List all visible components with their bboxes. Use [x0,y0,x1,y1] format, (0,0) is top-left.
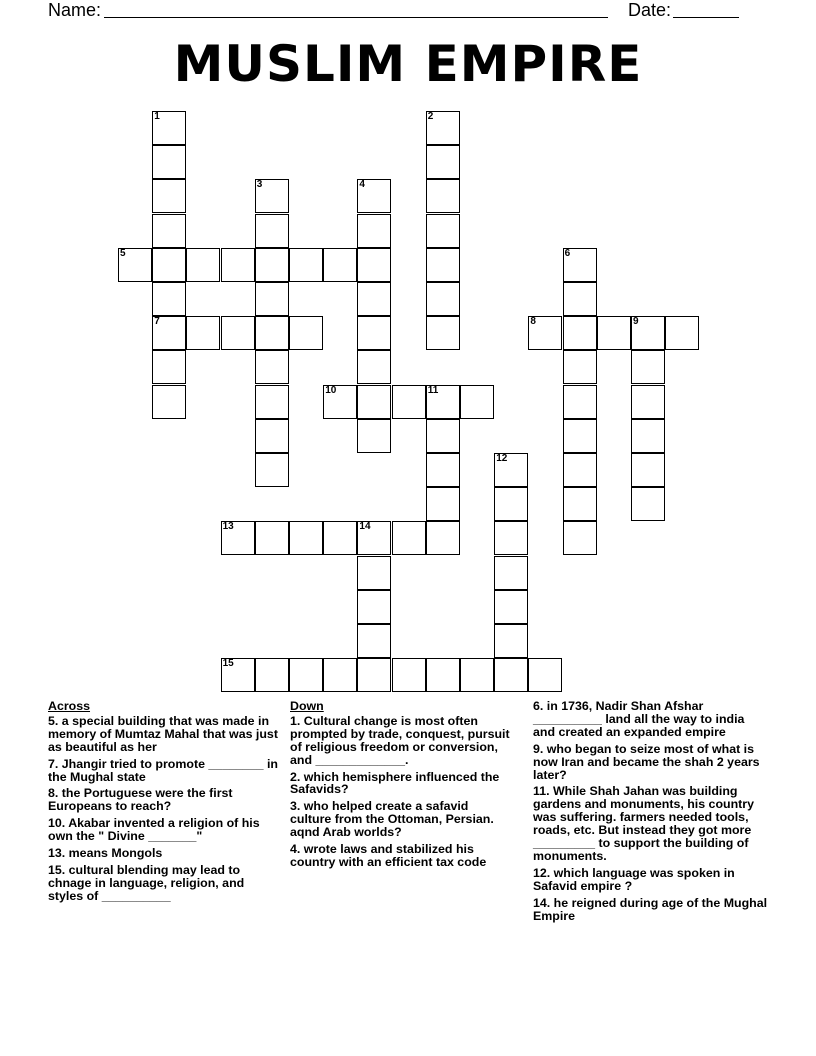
grid-cell[interactable] [357,385,391,419]
grid-cell[interactable] [357,316,391,350]
grid-cell[interactable] [563,385,597,419]
grid-cell[interactable] [392,385,426,419]
grid-cell[interactable] [152,385,186,419]
name-label: Name: [48,0,102,20]
grid-cell[interactable] [255,248,289,282]
grid-cell[interactable] [426,179,460,213]
clue-down-1: 1. Cultural change is most often prompted by trade, conquest, pursuit of religious freedom or conversion, and _____________. [290,713,510,767]
grid-cell[interactable] [255,521,289,555]
grid-cell[interactable] [186,248,220,282]
clue-down-11: 11. While Shah Jahan was building gardens and monuments, his country was suffering. farmers needed tools, roads, etc. But instead they got more _________ to support the building of monuments. [533,784,754,863]
grid-cell[interactable] [357,556,391,590]
clue-number: 13 [222,521,234,533]
clue-down-12: 12. which language was spoken in Safavid empire ? [533,865,735,893]
grid-cell[interactable] [357,590,391,624]
grid-cell[interactable] [494,590,528,624]
clue-across-7: 7. Jhangir tried to promote ________ in the Mughal state [48,756,278,784]
grid-cell[interactable] [323,248,357,282]
grid-cell[interactable] [118,248,152,282]
grid-cell[interactable] [255,316,289,350]
grid-cell[interactable] [631,385,665,419]
grid-cell[interactable] [563,521,597,555]
grid-cell[interactable] [221,658,255,692]
grid-cell[interactable] [357,624,391,658]
date-field[interactable] [673,17,739,18]
grid-cell[interactable] [357,214,391,248]
grid-cell[interactable] [426,214,460,248]
grid-cell[interactable] [289,658,323,692]
clue-number: 5 [120,247,126,259]
clue-number: 2 [427,111,434,122]
grid-cell[interactable] [460,385,494,419]
clue-across-13: 13. means Mongols [48,846,163,861]
grid-cell[interactable] [597,316,631,350]
grid-cell[interactable] [323,521,357,555]
grid-cell[interactable] [563,316,597,350]
grid-cell[interactable] [152,145,186,179]
clue-number: 12 [496,453,508,464]
grid-cell[interactable] [460,658,494,692]
down-heading: Down [290,699,324,713]
clue-down-3: 3. who helped create a safavid culture from the Ottoman, Persian. aqnd Arab worlds? [290,799,494,840]
clue-down-6: 6. in 1736, Nadir Shan Afshar __________ land all the way to india and created an expanded empire [533,699,745,739]
grid-cell[interactable] [255,350,289,384]
grid-cell[interactable] [563,350,597,384]
date-label: Date: [628,0,672,20]
grid-cell[interactable] [357,179,391,213]
grid-cell[interactable] [392,521,426,555]
grid-cell[interactable] [426,658,460,692]
clue-down-9: 9. who began to seize most of what is now Iran and became the shah 2 years later? [533,741,760,782]
clue-across-15: 15. cultural blending may lead to chnage in language, religion, and styles of __________ [48,862,245,903]
grid-cell[interactable] [152,248,186,282]
grid-cell[interactable] [563,282,597,316]
grid-cell[interactable] [528,658,562,692]
grid-cell[interactable] [426,385,460,419]
grid-cell[interactable] [528,316,562,350]
clue-down-14: 14. he reigned during age of the Mughal Empire [533,895,768,923]
grid-cell[interactable] [494,521,528,555]
grid-cell[interactable] [494,453,528,487]
grid-cell[interactable] [221,248,255,282]
grid-cell[interactable] [392,658,426,692]
clue-down-4: 4. wrote laws and stabilized his country with an efficient tax code [290,842,487,869]
grid-cell[interactable] [255,214,289,248]
name-field[interactable] [104,17,608,18]
grid-cell[interactable] [426,111,460,145]
clue-number: 7 [154,316,160,328]
clue-across-8: 8. the Portuguese were the first Europeans to reach? [48,786,233,814]
grid-cell[interactable] [665,316,699,350]
clue-number: 10 [325,384,337,396]
grid-cell[interactable] [323,385,357,419]
grid-cell[interactable] [563,453,597,487]
grid-cell[interactable] [631,350,665,384]
grid-cell[interactable] [357,350,391,384]
clue-across-10: 10. Akabar invented a religion of his own the " Divine _______" [48,816,260,844]
grid-cell[interactable] [426,316,460,350]
grid-cell[interactable] [221,521,255,555]
grid-cell[interactable] [221,316,255,350]
grid-cell[interactable] [426,282,460,316]
grid-cell[interactable] [426,487,460,521]
clue-number: 8 [530,316,536,328]
clue-number: 3 [256,179,263,191]
grid-cell[interactable] [255,453,289,487]
grid-cell[interactable] [255,658,289,692]
clue-across-5: 5. a special building that was made in memory of Mumtaz Mahal that was just as beautiful as her [48,713,278,754]
grid-cell[interactable] [186,316,220,350]
grid-cell[interactable] [563,248,597,282]
grid-cell[interactable] [563,487,597,521]
grid-cell[interactable] [357,658,391,692]
grid-cell[interactable] [494,556,528,590]
grid-cell[interactable] [494,658,528,692]
across-clues [48,700,280,907]
clue-down-2: 2. which hemisphere influenced the Safavids? [290,769,500,797]
down-clues-continued [533,700,769,927]
grid-cell[interactable] [255,179,289,213]
grid-cell[interactable] [152,111,186,145]
grid-cell[interactable] [357,419,391,453]
grid-cell[interactable] [289,248,323,282]
clue-number: 14 [359,521,371,533]
grid-cell[interactable] [426,521,460,555]
grid-cell[interactable] [323,658,357,692]
clue-number: 4 [359,179,365,191]
grid-cell[interactable] [289,521,323,555]
grid-cell[interactable] [426,453,460,487]
grid-cell[interactable] [426,145,460,179]
clue-number: 15 [222,658,234,670]
grid-cell[interactable] [494,624,528,658]
grid-cell[interactable] [357,248,391,282]
page-title: MUSLIM EMPIRE [173,35,643,93]
grid-cell[interactable] [631,487,665,521]
grid-cell[interactable] [631,316,665,350]
grid-cell[interactable] [563,419,597,453]
grid-cell[interactable] [152,316,186,350]
grid-cell[interactable] [631,453,665,487]
grid-cell[interactable] [255,282,289,316]
grid-cell[interactable] [152,282,186,316]
grid-cell[interactable] [152,350,186,384]
grid-cell[interactable] [494,487,528,521]
clue-number: 6 [564,247,571,259]
grid-cell[interactable] [255,419,289,453]
grid-cell[interactable] [152,179,186,213]
clue-number: 9 [633,316,639,328]
header [48,0,748,24]
clue-number: 11 [427,384,439,396]
grid-cell[interactable] [631,419,665,453]
grid-cell[interactable] [426,419,460,453]
across-heading: Across [48,699,91,713]
grid-cell[interactable] [289,316,323,350]
grid-cell[interactable] [357,282,391,316]
grid-cell[interactable] [152,214,186,248]
grid-cell[interactable] [255,385,289,419]
clue-number: 1 [154,111,160,122]
down-clues [290,700,510,873]
grid-cell[interactable] [357,521,391,555]
grid-cell[interactable] [426,248,460,282]
